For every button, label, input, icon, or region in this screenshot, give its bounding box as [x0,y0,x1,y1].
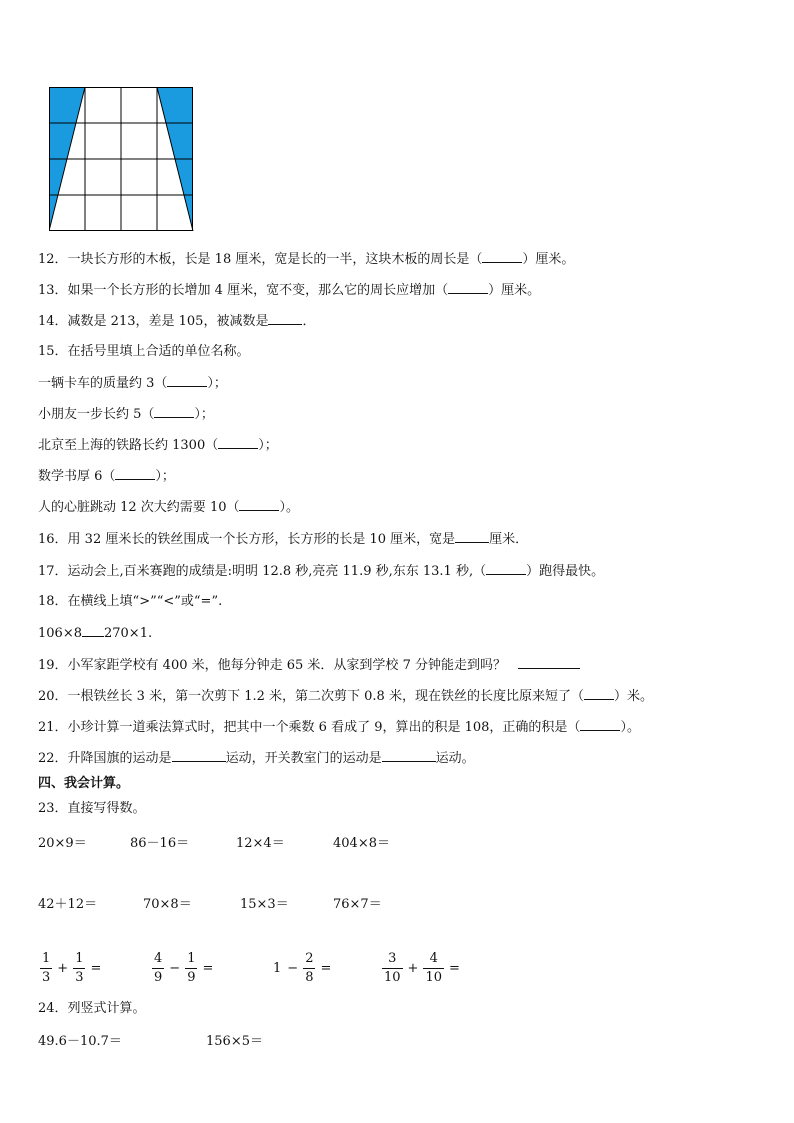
answer-blank[interactable] [518,656,580,669]
fraction-expression-3: 1 − $\frac{2}{8}$ = [273,951,332,985]
q18-expression: 106×8 270×1. [38,626,153,641]
q15-item-truck: 一辆卡车的质量约 3（ ）； [38,376,227,391]
question-24: 24．列竖式计算。 [38,1001,146,1016]
answer-blank[interactable] [584,687,614,700]
calc-expression: 42＋12＝ [38,897,98,912]
answer-blank[interactable] [580,718,620,731]
question-22: 22．升降国旗的运动是 运动，开关教室门的运动是 运动。 [38,751,475,766]
answer-blank[interactable] [172,749,226,762]
question-19: 19．小军家距学校有 400 米，他每分钟走 65 米．从家到学校 7 分钟能走到吗？ [38,656,580,675]
answer-blank[interactable] [482,250,522,263]
answer-blank[interactable] [115,467,155,480]
question-23: 23．直接写得数。 [38,801,146,816]
question-18: 18．在横线上填“>”“<”或“=”. [38,594,223,609]
calc-expression: 76×7＝ [333,897,382,912]
calc-expression: 49.6－10.7＝ [38,1034,122,1049]
answer-blank[interactable] [218,436,258,449]
q15-item-heart: 人的心脏跳动 12 次大约需要 10（ ）。 [38,500,299,515]
calc-expression: 15×3＝ [240,897,289,912]
answer-blank[interactable] [167,374,207,387]
section-heading: 四、我会计算。 [38,776,130,791]
answer-blank[interactable] [239,498,279,511]
calc-expression: 404×8＝ [333,836,390,851]
answer-blank[interactable] [154,405,194,418]
trapezoid-grid-figure [49,87,195,233]
question-21: 21．小珍计算一道乘法算式时，把其中一个乘数 6 看成了 9，算出的积是 108，正确的积是（ ）。 [38,720,640,735]
question-13: 13．如果一个长方形的长增加 4 厘米，宽不变，那么它的周长应增加（ ）厘米。 [38,283,541,298]
answer-blank[interactable] [268,312,302,325]
question-14: 14．减数是 213，差是 105，被减数是 ． [38,314,316,329]
answer-blank[interactable] [82,624,104,637]
calc-expression: 70×8＝ [143,897,192,912]
calc-expression: 20×9＝ [38,836,87,851]
calc-expression: 156×5＝ [206,1034,263,1049]
question-12: 12．一块长方形的木板，长是 18 厘米，宽是长的一半，这块木板的周长是（ ）厘米。 [38,252,575,267]
calc-expression: 12×4＝ [236,836,285,851]
fraction-expression-4: $\frac{3}{10}$ + $\frac{4}{10}$ = [384,951,460,985]
answer-blank[interactable] [448,281,488,294]
q15-item-step: 小朋友一步长约 5（ ）； [38,407,214,422]
question-20: 20．一根铁丝长 3 米，第一次剪下 1.2 米，第二次剪下 0.8 米，现在铁丝的长度比原来短了（ ）米。 [38,689,653,704]
q15-item-book: 数学书厚 6（ ）； [38,469,175,484]
fraction-expression-2: $\frac{4}{9}$ − $\frac{1}{9}$ = [154,951,214,985]
answer-blank[interactable] [455,530,489,543]
question-15: 15．在括号里填上合适的单位名称。 [38,344,250,359]
calc-expression: 86－16＝ [130,836,190,851]
answer-blank[interactable] [382,749,436,762]
fraction-expression-1: $\frac{1}{3}$ + $\frac{1}{3}$ = [42,951,102,985]
answer-blank[interactable] [486,562,526,575]
q15-item-railway: 北京至上海的铁路长约 1300（ ）； [38,438,278,453]
question-16: 16．用 32 厘米长的铁丝围成一个长方形，长方形的长是 10 厘米，宽是 厘米． [38,532,529,547]
question-17: 17．运动会上,百米赛跑的成绩是:明明 12.8 秒,亮亮 11.9 秒,东东 13.1 秒,（ ）跑得最快。 [38,564,605,579]
